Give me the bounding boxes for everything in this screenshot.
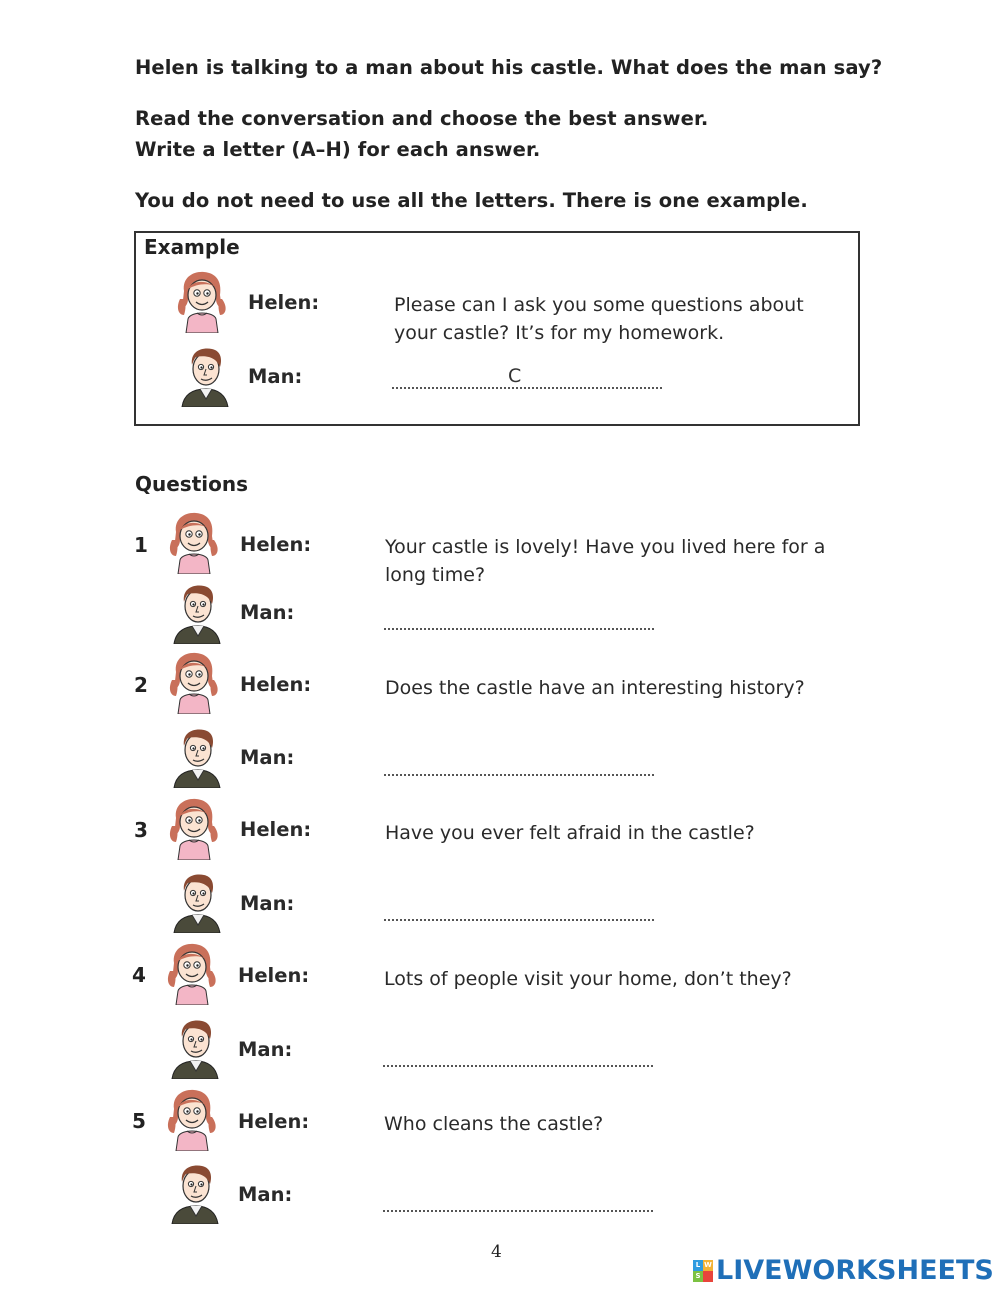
helen-face-icon bbox=[166, 796, 222, 860]
liveworksheets-logo bbox=[693, 1255, 994, 1286]
question-number: 5 bbox=[132, 1109, 146, 1133]
helen-line: Who cleans the castle? bbox=[384, 1113, 604, 1135]
page-number: 4 bbox=[491, 1242, 502, 1262]
answer-blank-4[interactable] bbox=[383, 1063, 653, 1067]
helen-label: Helen: bbox=[240, 818, 312, 841]
man-face-icon bbox=[166, 1160, 222, 1224]
example-helen-line2: your castle? It’s for my homework. bbox=[394, 322, 725, 344]
helen-label: Helen: bbox=[240, 673, 312, 696]
question-number: 3 bbox=[134, 818, 148, 842]
instruction-write: Write a letter (A–H) for each answer. bbox=[135, 138, 541, 161]
helen-line-continued: long time? bbox=[385, 564, 486, 586]
questions-heading: Questions bbox=[135, 472, 249, 496]
helen-line: Have you ever felt afraid in the castle? bbox=[385, 822, 755, 844]
brand-name: LIVEWORKSHEETS bbox=[716, 1255, 994, 1286]
helen-face-icon bbox=[174, 269, 230, 333]
question-number: 4 bbox=[132, 963, 146, 987]
question-number: 2 bbox=[134, 673, 148, 697]
instruction-read: Read the conversation and choose the best answer. bbox=[135, 107, 709, 130]
example-box bbox=[134, 231, 860, 426]
man-face-icon bbox=[168, 869, 224, 933]
man-face-icon bbox=[166, 1015, 222, 1079]
answer-blank-2[interactable] bbox=[384, 772, 654, 776]
example-answer-line bbox=[392, 385, 662, 389]
answer-blank-5[interactable] bbox=[383, 1208, 653, 1212]
answer-blank-3[interactable] bbox=[384, 917, 654, 921]
helen-label: Helen: bbox=[238, 964, 310, 987]
man-face-icon bbox=[176, 343, 232, 407]
helen-face-icon bbox=[164, 941, 220, 1005]
example-man-label: Man: bbox=[248, 365, 303, 388]
example-helen-line1: Please can I ask you some questions about bbox=[394, 294, 804, 316]
question-number: 1 bbox=[134, 533, 148, 557]
instruction-note: You do not need to use all the letters. There is one example. bbox=[135, 189, 808, 212]
helen-line: Lots of people visit your home, don’t they? bbox=[384, 968, 792, 990]
example-answer: C bbox=[508, 365, 522, 387]
example-helen-label: Helen: bbox=[248, 291, 320, 314]
instruction-intro: Helen is talking to a man about his castle. What does the man say? bbox=[135, 56, 883, 79]
helen-line: Your castle is lovely! Have you lived here for a bbox=[385, 536, 826, 558]
man-label: Man: bbox=[240, 892, 295, 915]
helen-line: Does the castle have an interesting history? bbox=[385, 677, 805, 699]
man-label: Man: bbox=[238, 1183, 293, 1206]
brand-icon: L W S bbox=[693, 1260, 713, 1282]
man-label: Man: bbox=[238, 1038, 293, 1061]
man-face-icon bbox=[168, 724, 224, 788]
man-label: Man: bbox=[240, 601, 295, 624]
helen-label: Helen: bbox=[238, 1110, 310, 1133]
example-title: Example bbox=[144, 235, 240, 259]
man-face-icon bbox=[168, 580, 224, 644]
answer-blank-1[interactable] bbox=[384, 626, 654, 630]
helen-face-icon bbox=[166, 510, 222, 574]
helen-label: Helen: bbox=[240, 533, 312, 556]
helen-face-icon bbox=[164, 1087, 220, 1151]
man-label: Man: bbox=[240, 746, 295, 769]
helen-face-icon bbox=[166, 650, 222, 714]
